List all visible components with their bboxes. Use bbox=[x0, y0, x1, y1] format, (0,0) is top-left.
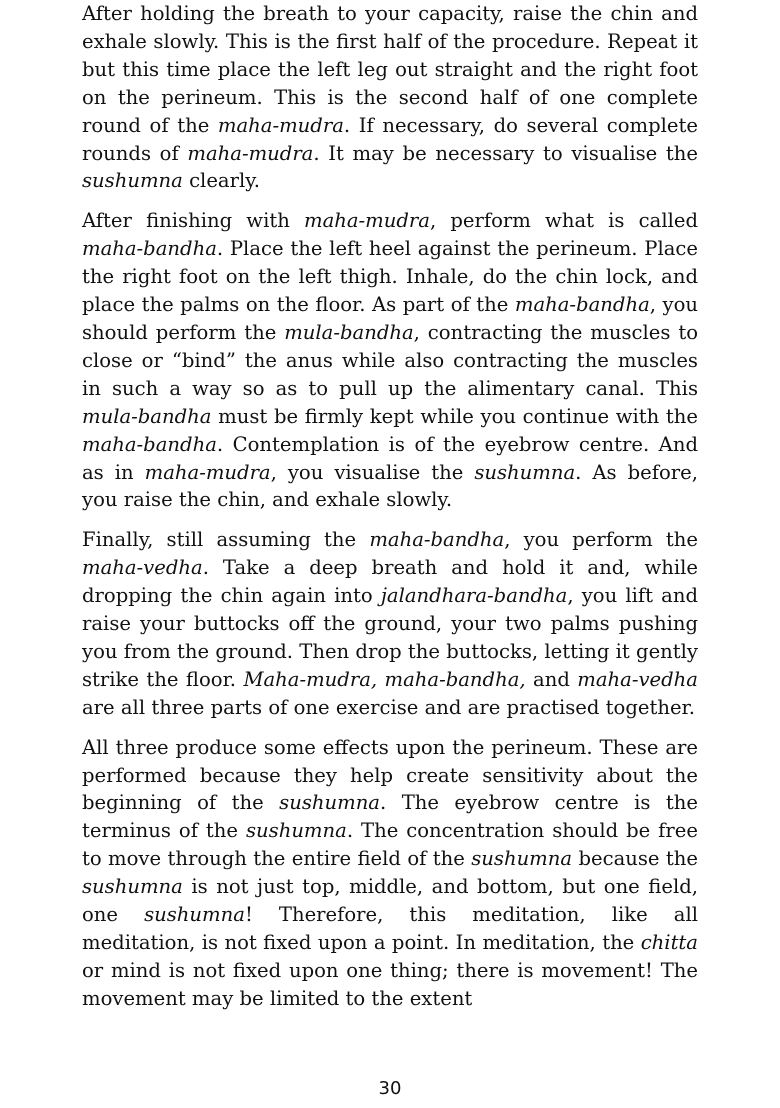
text-run: . It may be necessary to visualise the bbox=[313, 141, 698, 165]
italic-term: maha-mudra bbox=[187, 141, 314, 165]
paragraph-3 bbox=[82, 526, 698, 721]
text-run: , you perform the bbox=[504, 528, 698, 552]
text-run: . As before, you raise the chin, and exhale slowly. bbox=[82, 460, 698, 512]
text-run: . If necessary, do several complete rounds of bbox=[82, 113, 698, 165]
text-run: . The concentration should be free to move through the entire field of the bbox=[82, 819, 698, 871]
italic-term: maha-bandha bbox=[82, 432, 217, 456]
text-run: . Contemplation is of the eyebrow centre. And as in bbox=[82, 432, 698, 484]
italic-term: maha-vedha bbox=[82, 556, 203, 580]
italic-term: chitta bbox=[640, 931, 698, 954]
italic-term: sushumna bbox=[279, 791, 380, 815]
italic-term: maha-bandha bbox=[82, 237, 217, 261]
text-run: and bbox=[525, 667, 578, 691]
paragraph-4 bbox=[82, 734, 698, 1013]
text-run: , you lift and raise your buttocks off the ground, your two palms pushing you from the ground. Then drop the buttocks, letting it gently strike the floor. bbox=[82, 584, 698, 691]
italic-term: maha-vedha bbox=[577, 667, 698, 691]
page-number: 30 bbox=[378, 1078, 402, 1099]
text-run: because the bbox=[572, 847, 698, 871]
text-run: , you should perform the bbox=[82, 293, 698, 344]
text-run: Finally, still assuming the bbox=[82, 528, 370, 552]
italic-term: mula-bandha bbox=[284, 320, 414, 344]
italic-term: mula-bandha bbox=[82, 404, 212, 428]
text-run: After finishing with bbox=[82, 209, 304, 233]
text-run: ! Therefore, this meditation, like all meditation, is not fixed upon a point. In meditation, the bbox=[82, 903, 698, 954]
italic-term: maha-bandha bbox=[514, 293, 650, 317]
italic-term: maha-mudra bbox=[304, 209, 430, 233]
italic-term: Maha-mudra, maha-bandha, bbox=[243, 667, 526, 691]
text-run: . Take a deep breath and hold it and, while dropping the chin again into bbox=[82, 556, 698, 608]
text-run: , you visualise the bbox=[270, 460, 475, 484]
text-run: . The eyebrow centre is the terminus of the bbox=[82, 791, 698, 843]
text-run: . Place the left heel against the perineum. Place the right foot on the left thigh. Inhale, do the chin lock, and place the palms on the floor. As part of the bbox=[82, 237, 698, 317]
text-run: All three produce some effects upon the perineum. These are performed because they help create sensitivity about the beginning of the bbox=[82, 735, 698, 815]
text-run: are all three parts of one exercise and are practised together. bbox=[82, 695, 695, 719]
italic-term: sushumna bbox=[471, 847, 573, 871]
text-run: is not just top, middle, and bottom, but one field, one bbox=[82, 875, 698, 927]
text-run: , contracting the muscles to close or “bind” the anus while also contracting the muscles in such a way so as to pull up the alimentary canal. This bbox=[82, 320, 699, 400]
italic-term: sushumna bbox=[82, 169, 183, 193]
italic-term: maha-bandha bbox=[369, 528, 505, 552]
italic-term: maha-mudra bbox=[217, 113, 344, 137]
italic-term: sushumna bbox=[474, 460, 576, 484]
paragraph-2 bbox=[82, 207, 698, 514]
text-run: clearly. bbox=[182, 169, 260, 193]
italic-term: maha-mudra bbox=[144, 460, 271, 484]
page-body bbox=[82, 0, 698, 1025]
italic-term: jalandhara-bandha bbox=[380, 584, 568, 608]
italic-term: sushumna bbox=[82, 875, 183, 899]
italic-term: sushumna bbox=[144, 903, 245, 927]
text-run: After holding the breath to your capacity, raise the chin and exhale slowly. This is the first half of the procedure. Repeat it but this time place the left leg out straight and the right foot on the perineum. This is the second half of one complete round of the bbox=[82, 2, 698, 137]
paragraph-1 bbox=[82, 0, 698, 195]
text-run: must be firmly kept while you continue with the bbox=[211, 404, 698, 428]
text-run: , perform what is called bbox=[429, 209, 698, 233]
italic-term: sushumna bbox=[245, 819, 347, 843]
text-run: or mind is not fixed upon one thing; there is movement! The movement may be limited to the extent bbox=[82, 958, 698, 1010]
